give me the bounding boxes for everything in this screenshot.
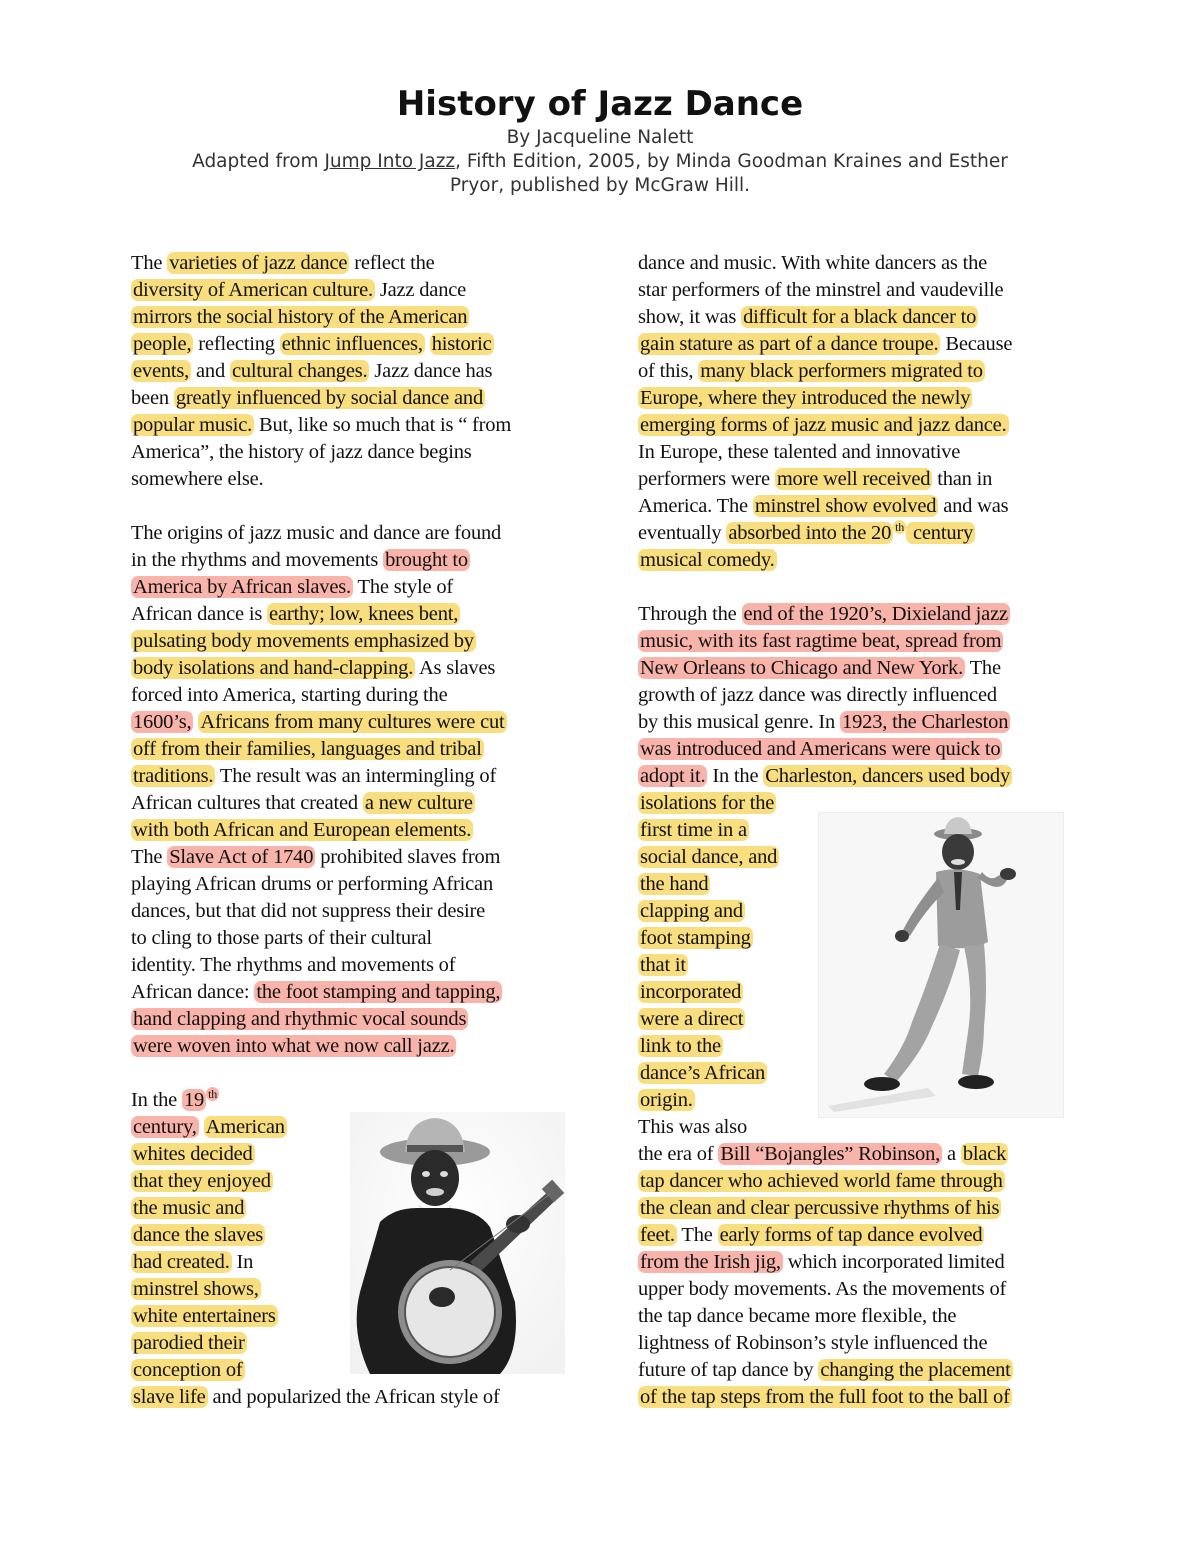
- text-line: [131, 412, 511, 439]
- text-run: which incorporated limited: [782, 1251, 1005, 1273]
- text-line: [638, 493, 1013, 520]
- highlighted-text: feet.: [640, 1224, 675, 1246]
- highlighted-text: were a direct: [640, 1008, 744, 1030]
- text-run: The origins of jazz music and dance are found: [131, 522, 502, 544]
- text-line: [131, 736, 511, 763]
- text-run: Jazz dance has: [369, 360, 493, 382]
- text-run: prohibited slaves from: [315, 846, 501, 868]
- text-line: [131, 925, 511, 952]
- text-run: a: [942, 1143, 961, 1165]
- highlighted-text: century: [908, 522, 974, 544]
- text-run: future of tap dance by: [638, 1359, 819, 1381]
- highlighted-text: Bill “Bojangles” Robinson,: [720, 1143, 941, 1165]
- highlighted-text: that they enjoyed: [133, 1170, 271, 1192]
- text-line: [131, 601, 511, 628]
- highlighted-text: white entertainers: [133, 1305, 276, 1327]
- highlighted-text: the clean and clear percussive rhythms of his: [640, 1197, 1000, 1219]
- adaptation-prefix: Adapted from: [192, 151, 325, 172]
- highlighted-text: Slave Act of 1740: [169, 846, 314, 868]
- text-run: to cling to those parts of their cultural: [131, 927, 432, 949]
- text-line: [131, 979, 511, 1006]
- text-line: [131, 844, 511, 871]
- text-line: [638, 520, 1013, 547]
- highlighted-text: end of the 1920’s, Dixieland jazz: [743, 603, 1008, 625]
- text-run: by this musical genre. In: [638, 711, 841, 733]
- text-run: playing African drums or performing African: [131, 873, 494, 895]
- text-line: [131, 682, 511, 709]
- text-run: The style of: [352, 576, 454, 598]
- text-run: in the rhythms and movements: [131, 549, 384, 571]
- text-run: star performers of the minstrel and vaudeville: [638, 279, 1004, 301]
- text-run: The: [131, 252, 168, 274]
- text-line: [638, 304, 1013, 331]
- highlighted-text: greatly influenced by social dance and: [175, 387, 483, 409]
- highlighted-text: from the Irish jig,: [640, 1251, 781, 1273]
- highlighted-text: were woven into what we now call jazz.: [133, 1035, 455, 1057]
- highlighted-text: diversity of American culture.: [133, 279, 373, 301]
- text-run: The: [965, 657, 1001, 679]
- text-run: reflecting: [193, 333, 280, 355]
- highlighted-text: black: [962, 1143, 1007, 1165]
- paragraph-gap: [638, 574, 1013, 601]
- text-run: and was: [938, 495, 1009, 517]
- text-run: been: [131, 387, 174, 409]
- text-run: America. The: [638, 495, 753, 517]
- text-run: and: [191, 360, 230, 382]
- text-run: growth of jazz dance was directly influenced: [638, 684, 997, 706]
- highlighted-text: whites decided: [133, 1143, 253, 1165]
- text-run: upper body movements. As the movements of: [638, 1278, 1007, 1300]
- text-line: [638, 1168, 1013, 1195]
- text-run: [199, 1116, 204, 1138]
- highlighted-text: th: [895, 520, 905, 534]
- text-run: [425, 333, 430, 355]
- text-line: [131, 439, 511, 466]
- text-run: In Europe, these talented and innovative: [638, 441, 961, 463]
- highlighted-text: Africans from many cultures were cut: [200, 711, 505, 733]
- text-line: [131, 547, 511, 574]
- highlighted-text: the foot stamping and tapping,: [256, 981, 501, 1003]
- text-run: But, like so much that is “ from: [254, 414, 512, 436]
- highlighted-text: slave life: [133, 1386, 206, 1408]
- highlighted-text: early forms of tap dance evolved: [719, 1224, 983, 1246]
- text-run: The: [676, 1224, 718, 1246]
- highlighted-text: musical comedy.: [640, 549, 775, 571]
- text-run: The result was an intermingling of: [215, 765, 497, 787]
- highlighted-text: difficult for a black dancer to: [743, 306, 977, 328]
- text-line: [638, 1141, 1013, 1168]
- adaptation-note: [0, 150, 1200, 174]
- highlighted-text: of the tap steps from the full foot to the ball of: [640, 1386, 1010, 1408]
- text-line: [638, 439, 1013, 466]
- text-line: [638, 655, 1013, 682]
- highlighted-text: adopt it.: [640, 765, 706, 787]
- text-line: [131, 277, 511, 304]
- text-line: [638, 709, 1013, 736]
- text-line: [131, 1384, 511, 1411]
- highlighted-text: the music and: [133, 1197, 245, 1219]
- highlighted-text: was introduced and Americans were quick to: [640, 738, 1001, 760]
- text-line: [131, 628, 511, 655]
- highlighted-text: ethnic influences,: [281, 333, 423, 355]
- highlighted-text: with both African and European elements.: [133, 819, 472, 841]
- text-line: [131, 385, 511, 412]
- text-run: performers were: [638, 468, 775, 490]
- highlighted-text: dance’s African: [640, 1062, 766, 1084]
- highlighted-text: hand clapping and rhythmic vocal sounds: [133, 1008, 467, 1030]
- text-line: [131, 709, 511, 736]
- text-run: Through the: [638, 603, 742, 625]
- highlighted-text: dance the slaves: [133, 1224, 263, 1246]
- text-run: African cultures that created: [131, 792, 363, 814]
- text-line: [638, 1357, 1013, 1384]
- highlighted-text: New Orleans to Chicago and New York.: [640, 657, 964, 679]
- text-line: [131, 520, 511, 547]
- banjo-minstrel-photo: [350, 1112, 565, 1374]
- highlighted-text: America by African slaves.: [133, 576, 351, 598]
- text-line: [638, 385, 1013, 412]
- book-title: Jump Into Jazz: [324, 151, 456, 172]
- text-line: [131, 1006, 511, 1033]
- text-run: African dance:: [131, 981, 255, 1003]
- dancer-photo: [818, 812, 1064, 1118]
- text-run: In the: [707, 765, 764, 787]
- highlighted-text: varieties of jazz dance: [169, 252, 348, 274]
- text-line: [638, 601, 1013, 628]
- text-line: [638, 547, 1013, 574]
- text-line: [131, 250, 511, 277]
- text-line: [638, 358, 1013, 385]
- text-line: [131, 655, 511, 682]
- highlighted-text: conception of: [133, 1359, 243, 1381]
- highlighted-text: parodied their: [133, 1332, 245, 1354]
- text-line: [131, 817, 511, 844]
- highlighted-text: gain stature as part of a dance troupe.: [640, 333, 939, 355]
- text-line: [638, 412, 1013, 439]
- highlighted-text: more well received: [776, 468, 931, 490]
- text-line: [131, 1087, 511, 1114]
- text-line: [638, 277, 1013, 304]
- highlighted-text: that it: [640, 954, 686, 976]
- text-run: This was also: [638, 1116, 747, 1138]
- text-line: [638, 250, 1013, 277]
- highlighted-text: foot stamping: [640, 927, 751, 949]
- highlighted-text: minstrel show evolved: [754, 495, 937, 517]
- text-line: [638, 1195, 1013, 1222]
- highlighted-text: cultural changes.: [231, 360, 368, 382]
- text-line: [638, 736, 1013, 763]
- text-line: [131, 358, 511, 385]
- text-run: In the: [131, 1089, 182, 1111]
- text-run: and popularized the African style of: [207, 1386, 500, 1408]
- highlighted-text: incorporated: [640, 981, 742, 1003]
- highlighted-text: pulsating body movements emphasized by: [133, 630, 474, 652]
- text-run: than in: [932, 468, 993, 490]
- text-run: somewhere else.: [131, 468, 264, 490]
- text-line: [638, 1114, 1013, 1141]
- adaptation-rest: , Fifth Edition, 2005, by Minda Goodman Kraines and Esther: [455, 151, 1008, 172]
- highlighted-text: 19: [183, 1089, 205, 1111]
- highlighted-text: Europe, where they introduced the newly: [640, 387, 971, 409]
- highlighted-text: events,: [133, 360, 190, 382]
- text-run: Because: [940, 333, 1013, 355]
- text-run: America”, the history of jazz dance begins: [131, 441, 472, 463]
- text-line: [131, 1033, 511, 1060]
- text-line: [638, 466, 1013, 493]
- text-line: [638, 1303, 1013, 1330]
- highlighted-text: origin.: [640, 1089, 693, 1111]
- paragraph-gap: [131, 493, 511, 520]
- text-line: [638, 1384, 1013, 1411]
- highlighted-text: Charleston, dancers used body: [765, 765, 1010, 787]
- text-run: African dance is: [131, 603, 268, 625]
- text-line: [131, 898, 511, 925]
- page-title: History of Jazz Dance: [396, 84, 804, 124]
- highlighted-text: absorbed into the 20: [728, 522, 892, 544]
- text-run: reflect the: [349, 252, 435, 274]
- highlighted-text: tap dancer who achieved world fame through: [640, 1170, 1003, 1192]
- highlighted-text: clapping and: [640, 900, 743, 922]
- highlighted-text: popular music.: [133, 414, 253, 436]
- text-run: the tap dance became more flexible, the: [638, 1305, 957, 1327]
- text-run: Jazz dance: [374, 279, 467, 301]
- highlighted-text: off from their families, languages and tribal: [133, 738, 482, 760]
- highlighted-text: the hand: [640, 873, 709, 895]
- highlighted-text: body isolations and hand-clapping.: [133, 657, 414, 679]
- highlighted-text: link to the: [640, 1035, 721, 1057]
- text-line: [638, 628, 1013, 655]
- highlighted-text: mirrors the social history of the American: [133, 306, 468, 328]
- text-run: of this,: [638, 360, 699, 382]
- highlighted-text: emerging forms of jazz music and jazz dance.: [640, 414, 1007, 436]
- text-line: [638, 1249, 1013, 1276]
- highlighted-text: changing the placement: [820, 1359, 1011, 1381]
- text-run: As slaves: [415, 657, 496, 679]
- document-header: [0, 82, 1200, 198]
- highlighted-text: minstrel shows,: [133, 1278, 259, 1300]
- text-run: The: [131, 846, 168, 868]
- text-line: [638, 331, 1013, 358]
- text-run: eventually: [638, 522, 727, 544]
- text-line: [131, 871, 511, 898]
- highlighted-text: first time in a: [640, 819, 747, 841]
- highlighted-text: century,: [133, 1116, 197, 1138]
- text-run: lightness of Robinson’s style influenced the: [638, 1332, 988, 1354]
- highlighted-text: 1600’s,: [133, 711, 192, 733]
- text-run: forced into America, starting during the: [131, 684, 448, 706]
- text-line: [131, 466, 511, 493]
- byline: By Jacqueline Nalett: [506, 127, 694, 148]
- adaptation-note-line2: Pryor, published by McGraw Hill.: [449, 175, 751, 196]
- highlighted-text: American: [205, 1116, 285, 1138]
- text-line: [131, 331, 511, 358]
- text-line: [638, 1276, 1013, 1303]
- text-run: identity. The rhythms and movements of: [131, 954, 456, 976]
- text-line: [638, 682, 1013, 709]
- highlighted-text: many black performers migrated to: [700, 360, 983, 382]
- highlighted-text: social dance, and: [640, 846, 778, 868]
- highlighted-text: isolations for the: [640, 792, 775, 814]
- text-line: [131, 790, 511, 817]
- text-line: [131, 304, 511, 331]
- text-run: In: [231, 1251, 254, 1273]
- highlighted-text: people,: [133, 333, 192, 355]
- highlighted-text: music, with its fast ragtime beat, spread from: [640, 630, 1002, 652]
- highlighted-text: traditions.: [133, 765, 214, 787]
- highlighted-text: historic: [431, 333, 492, 355]
- text-run: dance and music. With white dancers as the: [638, 252, 988, 274]
- text-line: [131, 574, 511, 601]
- highlighted-text: 1923, the Charleston: [842, 711, 1009, 733]
- text-run: the era of: [638, 1143, 719, 1165]
- highlighted-text: a new culture: [364, 792, 473, 814]
- highlighted-text: had created.: [133, 1251, 230, 1273]
- highlighted-text: brought to: [385, 549, 468, 571]
- text-line: [131, 763, 511, 790]
- text-line: [638, 1222, 1013, 1249]
- text-line: [638, 763, 1013, 790]
- text-line: [131, 952, 511, 979]
- paragraph-gap: [131, 1060, 511, 1087]
- text-line: [638, 1330, 1013, 1357]
- highlighted-text: th: [208, 1087, 218, 1101]
- highlighted-text: earthy; low, knees bent,: [269, 603, 459, 625]
- text-run: show, it was: [638, 306, 742, 328]
- text-run: dances, but that did not suppress their desire: [131, 900, 486, 922]
